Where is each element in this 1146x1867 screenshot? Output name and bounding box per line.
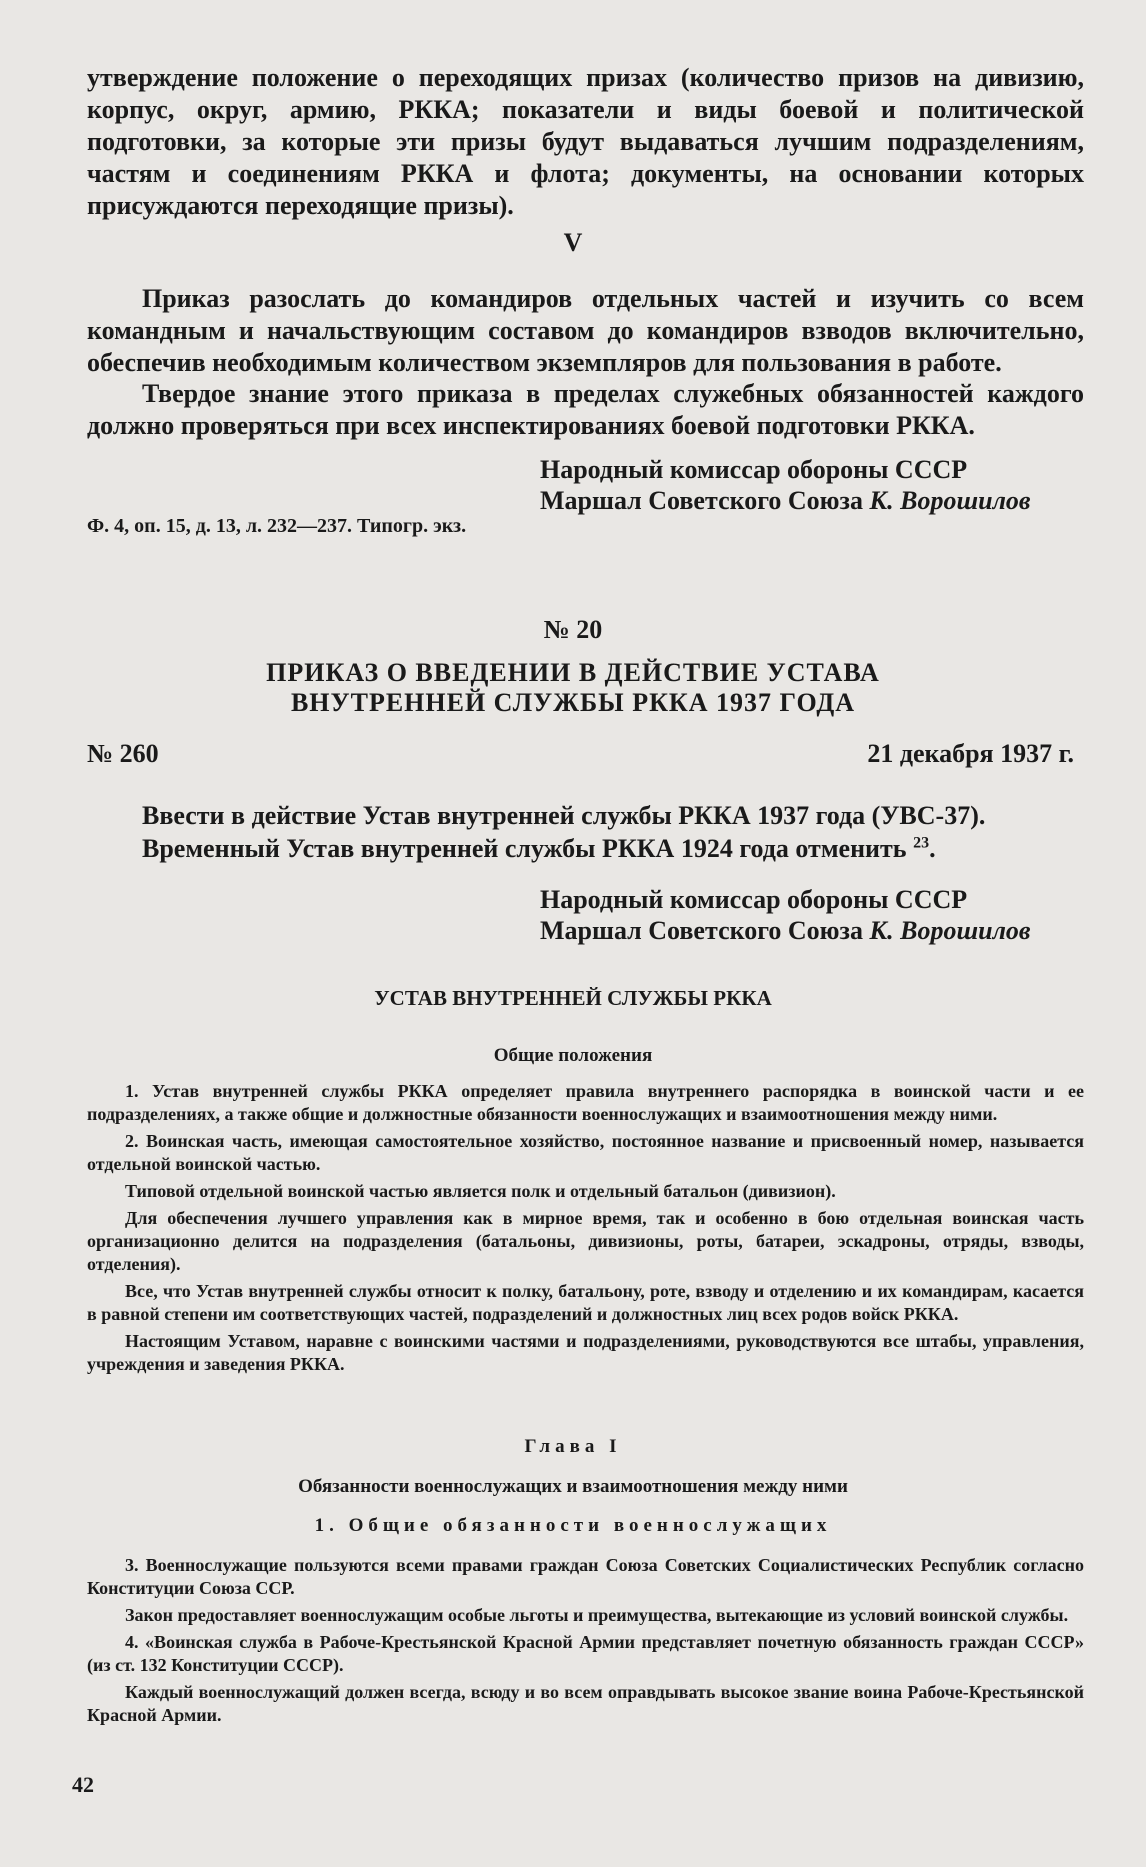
order-line2-end: . [929, 834, 936, 863]
send-paragraph: Приказ разослать до командиров отдельных частей и изучить со всем командным и начальствующим составом до командиров взводов включительно, обеспечив необходимым количеством экземпляров для пользования в работе. [87, 284, 1084, 377]
general-paragraph: 1. Устав внутренней службы РККА определяет правила внутреннего распорядка в воинской части и ее подразделениях, а также общие и должностные обязанности военнослужащих и взаимоотношения между ними. [87, 1081, 1084, 1124]
order-date: 21 декабря 1937 г. [867, 739, 1074, 768]
signature-name: К. Ворошилов [869, 486, 1031, 515]
subsection-title: 1. Общие обязанности военнослужащих [314, 1515, 832, 1536]
signature-name: К. Ворошилов [869, 916, 1031, 945]
chapter-label: Глава I [524, 1436, 622, 1457]
order-title-line1: ПРИКАЗ О ВВЕДЕНИИ В ДЕЙСТВИЕ УСТАВА [266, 658, 880, 687]
knowledge-paragraph: Твердое знание этого приказа в пределах служебных обязанностей каждого должно проверяться при всех инспектированиях боевой подготовки РККА. [87, 379, 1084, 440]
signature-title: Народный комиссар обороны СССР [540, 885, 968, 914]
duty-provisions [87, 1554, 1084, 1727]
chapter-title: Обязанности военнослужащих и взаимоотношения между ними [298, 1476, 848, 1497]
signature-rank-line [540, 485, 1031, 516]
order-number: № 260 [87, 739, 159, 768]
top-paragraph: утверждение положение о переходящих призах (количество призов на дивизию, корпус, округ, армию, РККА; показатели и виды боевой и политической подготовки, за которые эти призы будут выдаваться лучшим подразделениям, частям и соединениям РККА и флота; документы, на основании которых присуждаются переходящие призы). [87, 63, 1084, 220]
charter-title: УСТАВ ВНУТРЕННЕЙ СЛУЖБЫ РККА [374, 986, 772, 1010]
general-paragraph: Для обеспечения лучшего управления как в мирное время, так и особенно в бою отдельная воинская часть организационно делится на подразделения (батальоны, дивизионы, роты, батареи, эскадроны, отряды, взводы, отделения). [87, 1208, 1084, 1274]
document-number: № 20 [543, 615, 603, 644]
general-paragraph: Настоящим Уставом, наравне с воинскими частями и подразделениями, руководствуются все штабы, управления, учреждения и заведения РККА. [87, 1331, 1084, 1374]
duty-paragraph: 3. Военнослужащие пользуются всеми правами граждан Союза Советских Социалистических Республик согласно Конституции Союза ССР. [87, 1555, 1084, 1598]
signature-rank: Маршал Советского Союза [540, 916, 863, 945]
general-paragraph: 2. Воинская часть, имеющая самостоятельное хозяйство, постоянное название и присвоенный номер, называется отдельной воинской частью. [87, 1131, 1084, 1174]
archive-reference: Ф. 4, оп. 15, д. 13, л. 232—237. Типогр. экз. [87, 515, 467, 537]
general-paragraph: Типовой отдельной воинской частью является полк и отдельный батальон (дивизион). [125, 1181, 836, 1201]
general-provisions [87, 1080, 1084, 1376]
signature-rank: Маршал Советского Союза [540, 486, 863, 515]
signature-title: Народный комиссар обороны СССР [540, 455, 968, 484]
signature-block-2 [540, 884, 1031, 946]
duty-paragraph: Закон предоставляет военнослужащим особые льготы и преимущества, вытекающие из условий воинской службы. [125, 1605, 1069, 1625]
signature-block-1 [540, 454, 1031, 516]
duty-paragraph: Каждый военнослужащий должен всегда, всюду и во всем оправдывать высокое звание воина Рабоче-Крестьянской Красной Армии. [87, 1682, 1084, 1725]
duty-paragraph: 4. «Воинская служба в Рабоче-Крестьянской Красной Армии представляет почетную обязанность граждан СССР» (из ст. 132 Конституции СССР). [87, 1632, 1084, 1675]
signature-rank-line [540, 915, 1031, 946]
general-paragraph: Все, что Устав внутренней службы относит к полку, батальону, роте, взводу и отделению и их командирам, касается в равной степени им соответствующих частей, подразделений и должностных лиц всех родов войск РККА. [87, 1281, 1084, 1324]
general-provisions-title: Общие положения [493, 1045, 653, 1066]
order-line2 [87, 833, 1084, 865]
footnote-marker[interactable]: 23 [913, 834, 930, 852]
page-number: 42 [72, 1772, 94, 1797]
section-v-heading: V [563, 228, 583, 257]
order-line1: Ввести в действие Устав внутренней службы РККА 1937 года (УВС-37). [142, 801, 986, 830]
order-line2-text: Временный Устав внутренней службы РККА 1924 года отменить [142, 834, 907, 863]
order-title-line2: ВНУТРЕННЕЙ СЛУЖБЫ РККА 1937 ГОДА [290, 688, 856, 717]
